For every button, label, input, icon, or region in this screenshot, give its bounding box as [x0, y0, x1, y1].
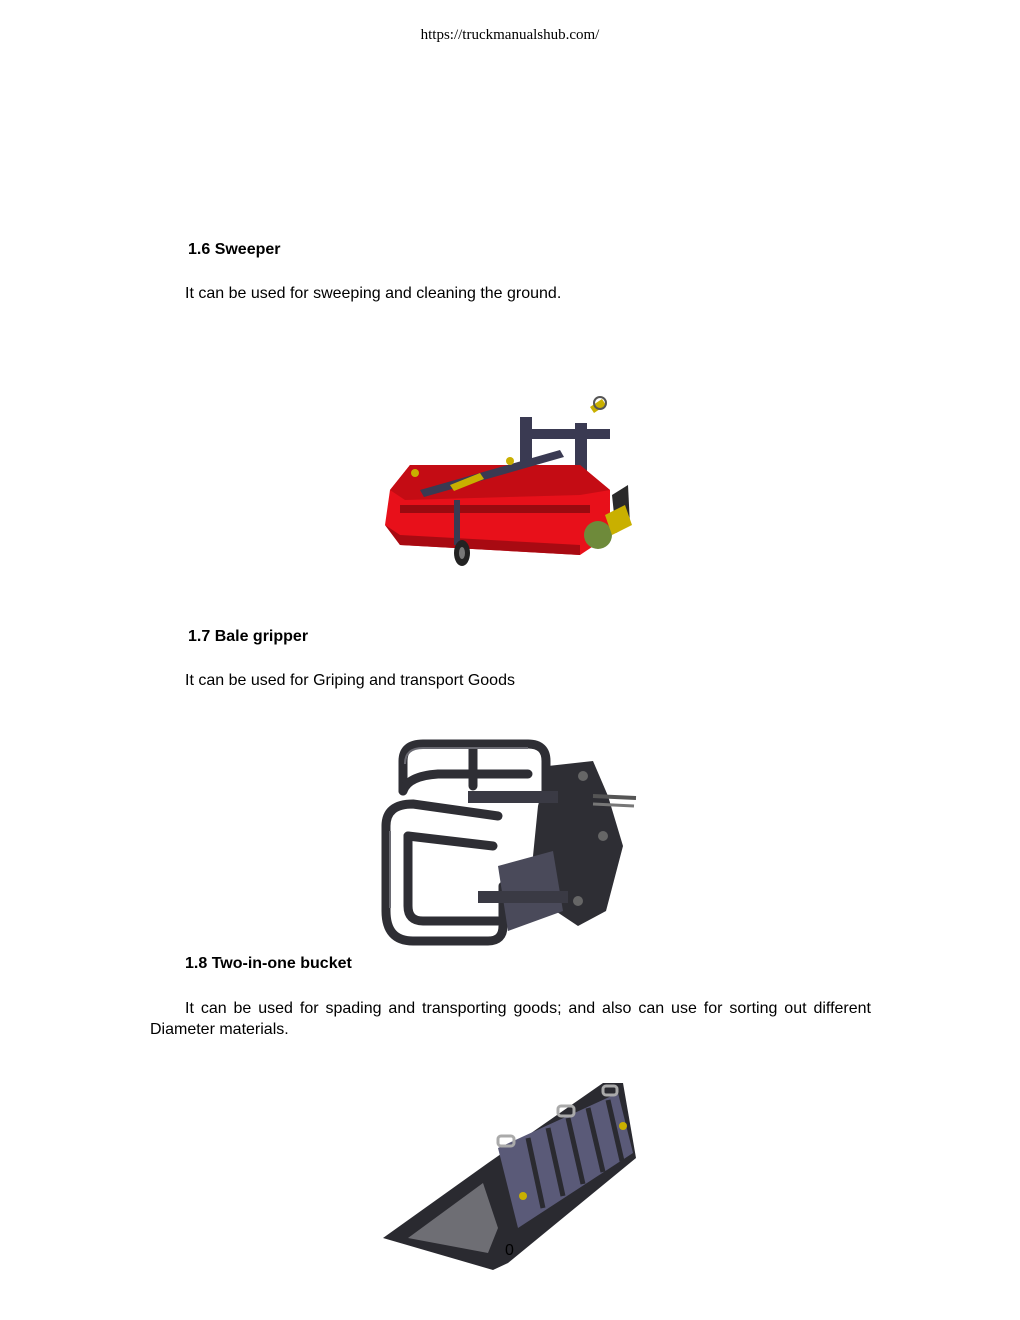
- section-heading-sweeper: 1.6 Sweeper: [188, 241, 281, 258]
- sweeper-illustration: [380, 395, 642, 570]
- bale-gripper-illustration: [378, 736, 643, 951]
- section-body-bale-gripper: It can be used for Griping and transport Goods: [185, 672, 515, 689]
- section-heading-bale-gripper: 1.7 Bale gripper: [188, 628, 309, 645]
- section-heading-two-in-one-bucket: 1.8 Two-in-one bucket: [185, 955, 352, 972]
- section-body-sweeper: It can be used for sweeping and cleaning the ground.: [185, 285, 562, 302]
- section-body-two-in-one-bucket: It can be used for spading and transporting goods; and also can use for sorting out different Diameter materials.: [150, 1000, 871, 1038]
- header-url[interactable]: https://truckmanualshub.com/: [420, 27, 600, 43]
- page-number: 0: [505, 1242, 514, 1259]
